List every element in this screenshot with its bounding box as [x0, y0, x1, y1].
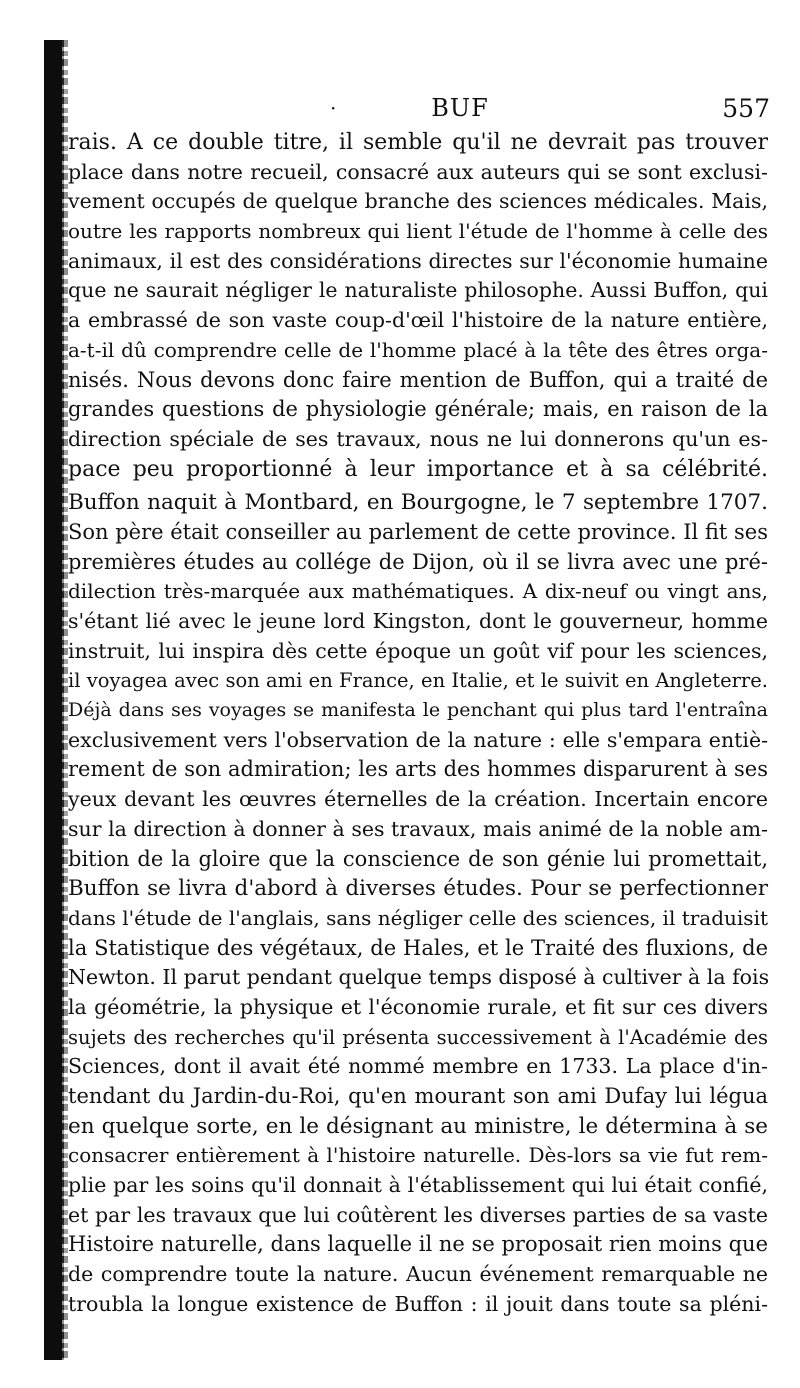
- body-text: [68, 128, 768, 1320]
- text-line: grandes questions de physiologie générale; mais, en raison de la: [68, 397, 768, 422]
- text-line: premières études au collége de Dijon, où il se livra avec une pré-: [68, 549, 768, 574]
- running-head: BUF: [431, 94, 489, 122]
- binding-spine: [44, 40, 64, 1360]
- text-line: dilection très-marquée aux mathématiques. A dix-neuf ou vingt ans,: [68, 579, 768, 604]
- page-header: [80, 94, 770, 128]
- text-line: consacrer entièrement à l'histoire naturelle. Dès-lors sa vie fut rem-: [68, 1143, 768, 1168]
- text-line: en quelque sorte, en le désignant au ministre, le détermina à se: [68, 1113, 768, 1139]
- text-line: pace peu proportionné à leur importance et à sa célébrité.: [68, 456, 768, 482]
- text-line: rais. A ce double titre, il semble qu'il ne devrait pas trouver: [68, 130, 768, 155]
- paragraph: [68, 128, 768, 484]
- text-line: vement occupés de quelque branche des sciences médicales. Mais,: [68, 189, 768, 214]
- text-line: de comprendre toute la nature. Aucun événement remarquable ne: [68, 1262, 768, 1287]
- text-line: Sciences, dont il avait été nommé membre en 1733. La place d'in-: [68, 1054, 768, 1079]
- text-line: Buffon naquit à Montbard, en Bourgogne, le 7 septembre 1707.: [68, 490, 768, 516]
- text-line: rement de son admiration; les arts des hommes disparurent à ses: [68, 757, 768, 782]
- text-line: Déjà dans ses voyages se manifesta le penchant qui plus tard l'entraîna: [68, 699, 768, 722]
- text-line: nisés. Nous devons donc faire mention de Buffon, qui a traité de: [68, 367, 768, 392]
- text-line: sur la direction à donner à ses travaux, mais animé de la noble am-: [68, 816, 768, 841]
- page-number: 557: [722, 94, 770, 123]
- text-line: et par les travaux que lui coûtèrent les diverses parties de sa vaste: [68, 1202, 768, 1227]
- text-line: outre les rapports nombreux qui lient l'étude de l'homme à celle des: [68, 219, 768, 244]
- text-line: instruit, lui inspira dès cette époque un goût vif pour les sciences,: [68, 638, 768, 663]
- text-line: a-t-il dû comprendre celle de l'homme placé à la tête des êtres orga-: [68, 337, 768, 362]
- text-line: a embrassé de son vaste coup-d'œil l'histoire de la nature entière,: [68, 308, 768, 333]
- text-line: dans l'étude de l'anglais, sans négliger celle des sciences, il traduisit: [68, 905, 768, 930]
- paragraph: [68, 488, 768, 1319]
- text-line: s'étant lié avec le jeune lord Kingston, dont le gouverneur, homme: [68, 609, 768, 633]
- text-line: Newton. Il parut pendant quelque temps disposé à cultiver à la fois: [68, 965, 770, 990]
- text-line: plie par les soins qu'il donnait à l'établissement qui lui était confié,: [68, 1173, 768, 1198]
- text-line: troubla la longue existence de Buffon : il jouit dans toute sa pléni-: [68, 1291, 768, 1316]
- text-line: direction spéciale de ses travaux, nous ne lui donnerons qu'un es-: [68, 426, 768, 451]
- text-line: animaux, il est des considérations directes sur l'économie humaine: [68, 248, 768, 273]
- text-line: Histoire naturelle, dans laquelle il ne se proposait rien moins que: [68, 1232, 768, 1257]
- text-line: place dans notre recueil, consacré aux auteurs qui se sont exclusi-: [68, 159, 768, 184]
- text-line: Son père était conseiller au parlement de cette province. Il fit ses: [68, 519, 769, 544]
- text-line: sujets des recherches qu'il présenta successivement à l'Académie des: [68, 1025, 768, 1049]
- text-line: il voyagea avec son ami en France, en Italie, et le suivit en Angleterre.: [68, 669, 768, 693]
- text-line: la géométrie, la physique et l'économie rurale, et fit sur ces divers: [68, 994, 768, 1019]
- header-dot: ·: [330, 96, 337, 120]
- text-line: Buffon se livra d'abord à diverses études. Pour se perfectionner: [68, 876, 768, 902]
- text-line: yeux devant les œuvres éternelles de la création. Incertain encore: [68, 787, 768, 812]
- text-line: bition de la gloire que la conscience de son génie lui promettait,: [68, 846, 768, 871]
- text-line: la Statistique des végétaux, de Hales, et le Traité des fluxions, de: [68, 935, 768, 960]
- text-line: que ne saurait négliger le naturaliste philosophe. Aussi Buffon, qui: [68, 278, 768, 303]
- text-line: exclusivement vers l'observation de la nature : elle s'empara entiè-: [68, 727, 768, 752]
- text-line: tendant du Jardin-du-Roi, qu'en mourant son ami Dufay lui légua: [68, 1084, 768, 1108]
